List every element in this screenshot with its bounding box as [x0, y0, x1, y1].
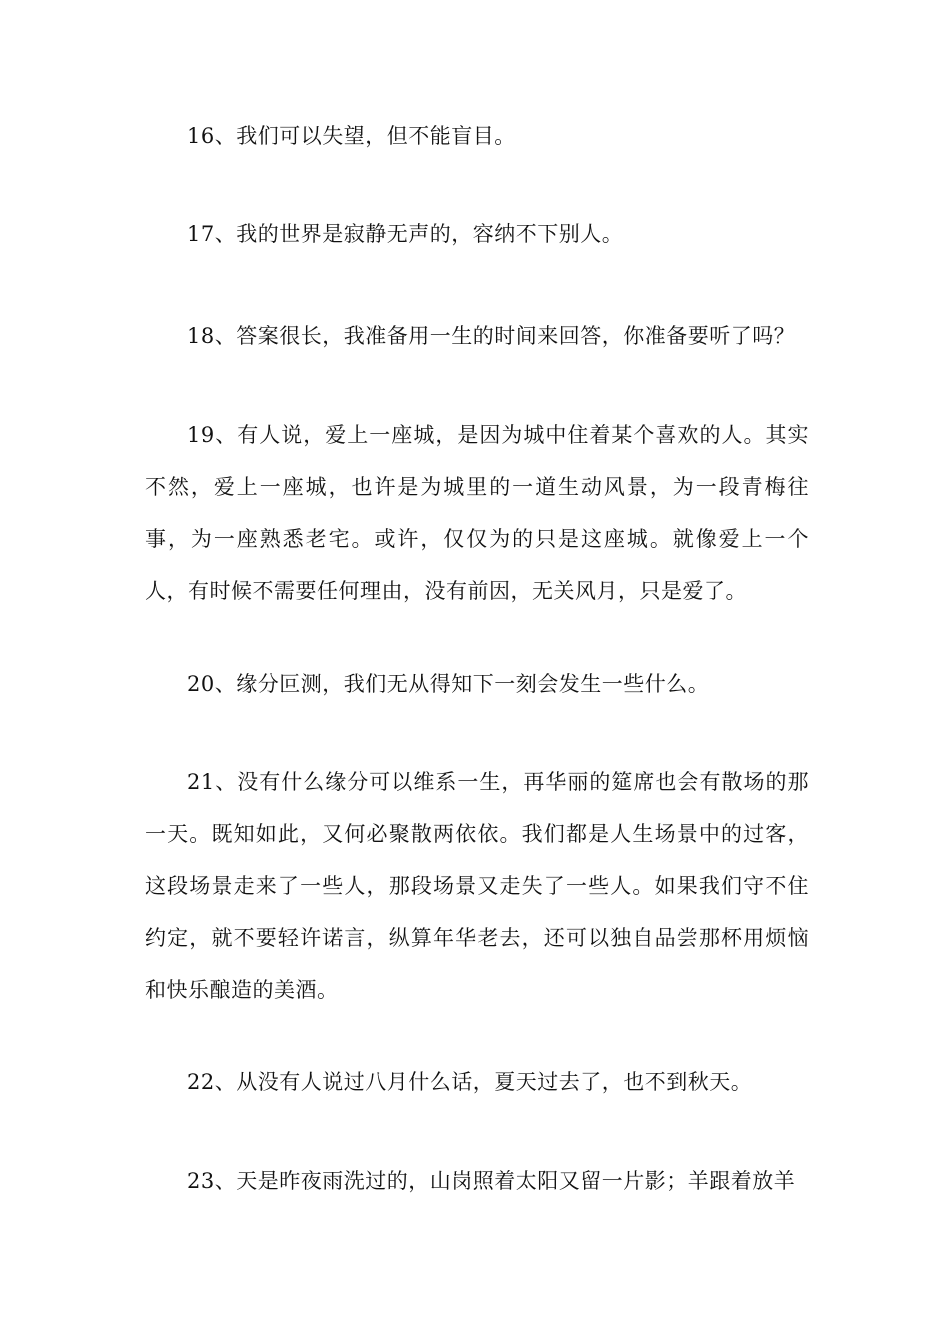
paragraph-16: 16、我们可以失望，但不能盲目。 — [187, 124, 516, 148]
paragraph-22: 22、从没有人说过八月什么话，夏天过去了，也不到秋天。 — [187, 1070, 753, 1094]
paragraph-19: 19、有人说，爱上一座城，是因为城中住着某个喜欢的人。其实不然，爱上一座城，也许是为城里的一道生动风景，为一段青梅往事，为一座熟悉老宅。或许，仅仅为的只是这座城。就像爱上一个人，有时候不需要任何理由，没有前因，无关风月，只是爱了。 — [145, 423, 809, 603]
paragraph-21: 21、没有什么缘分可以维系一生，再华丽的筵席也会有散场的那一天。既知如此，又何必聚散两依依。我们都是人生场景中的过客，这段场景走来了一些人，那段场景又走失了一些人。如果我们守不住约定，就不要轻许诺言，纵算年华老去，还可以独自品尝那杯用烦恼和快乐酿造的美酒。 — [145, 770, 809, 1002]
paragraph-18: 18、答案很长，我准备用一生的时间来回答，你准备要听了吗？ — [187, 324, 796, 348]
paragraph-20: 20、缘分叵测，我们无从得知下一刻会发生一些什么。 — [187, 672, 710, 696]
paragraph-17: 17、我的世界是寂静无声的，容纳不下别人。 — [187, 222, 624, 246]
paragraph-23: 23、天是昨夜雨洗过的，山岗照着太阳又留一片影；羊跟着放羊 — [187, 1169, 796, 1193]
